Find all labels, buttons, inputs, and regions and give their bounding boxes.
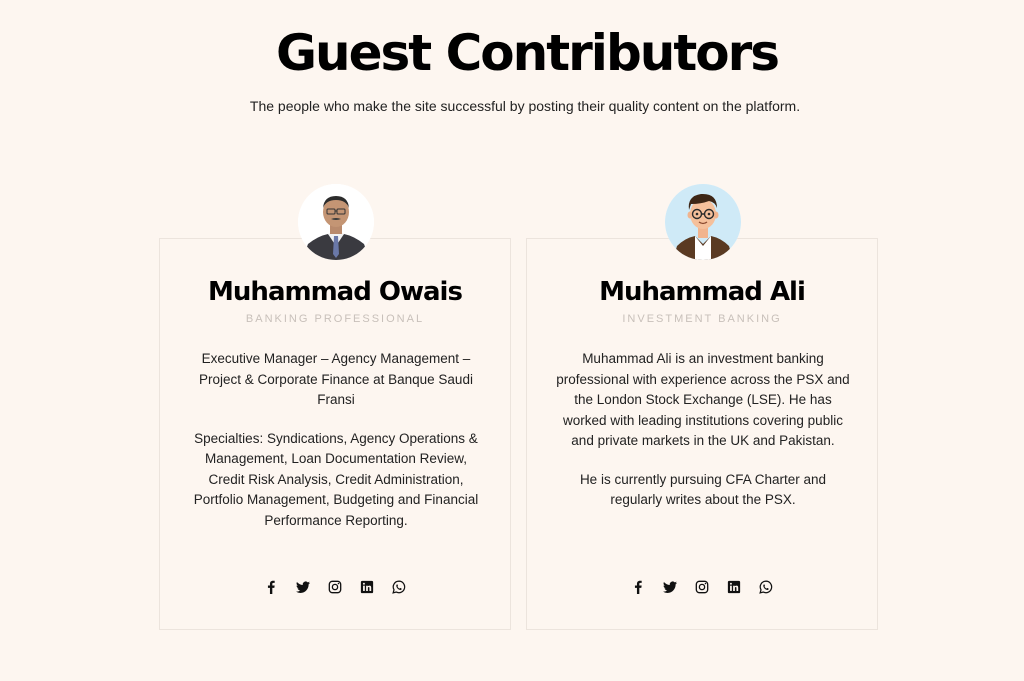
contributor-name: Muhammad Ali [599,277,805,307]
bio-paragraph: Muhammad Ali is an investment banking professional with experience across the PSX and the London Stock Exchange (LSE). He has worked with leading institutions covering public and private markets in the UK and Pakistan. [556,351,850,448]
instagram-icon[interactable] [694,579,710,595]
bio-paragraph: Executive Manager – Agency Management – Project & Corporate Finance at Banque Saudi Fransi [199,351,473,407]
avatar [665,184,741,260]
linkedin-icon[interactable] [726,579,742,595]
avatar-cartoon-icon [665,184,741,260]
bio-paragraph: Specialties: Syndications, Agency Operations & Management, Loan Documentation Review, Credit Risk Analysis, Credit Administration, Portfolio Management, Budgeting and Financial Performance Reporting. [193,430,479,528]
instagram-icon[interactable] [327,579,343,595]
contributor-bio [188,349,484,549]
contributor-name: Muhammad Owais [208,277,462,307]
social-links [160,579,510,595]
page-subtitle: The people who make the site successful by posting their quality content on the platform. [249,98,801,114]
whatsapp-icon[interactable] [391,579,407,595]
whatsapp-icon[interactable] [758,579,774,595]
contributor-bio [555,349,851,529]
bio-paragraph: He is currently pursuing CFA Charter and regularly writes about the PSX. [579,471,827,507]
facebook-icon[interactable] [630,579,646,595]
page-title: Guest Contributors [275,24,778,82]
avatar [298,184,374,260]
contributor-role: INVESTMENT BANKING [622,313,782,325]
contributor-card-owais [159,238,511,630]
facebook-icon[interactable] [263,579,279,595]
contributor-role: BANKING PROFESSIONAL [245,313,425,325]
twitter-icon[interactable] [662,579,678,595]
social-links [527,579,877,595]
twitter-icon[interactable] [295,579,311,595]
contributor-card-ali [526,238,878,630]
linkedin-icon[interactable] [359,579,375,595]
avatar-photo-icon [298,184,374,260]
